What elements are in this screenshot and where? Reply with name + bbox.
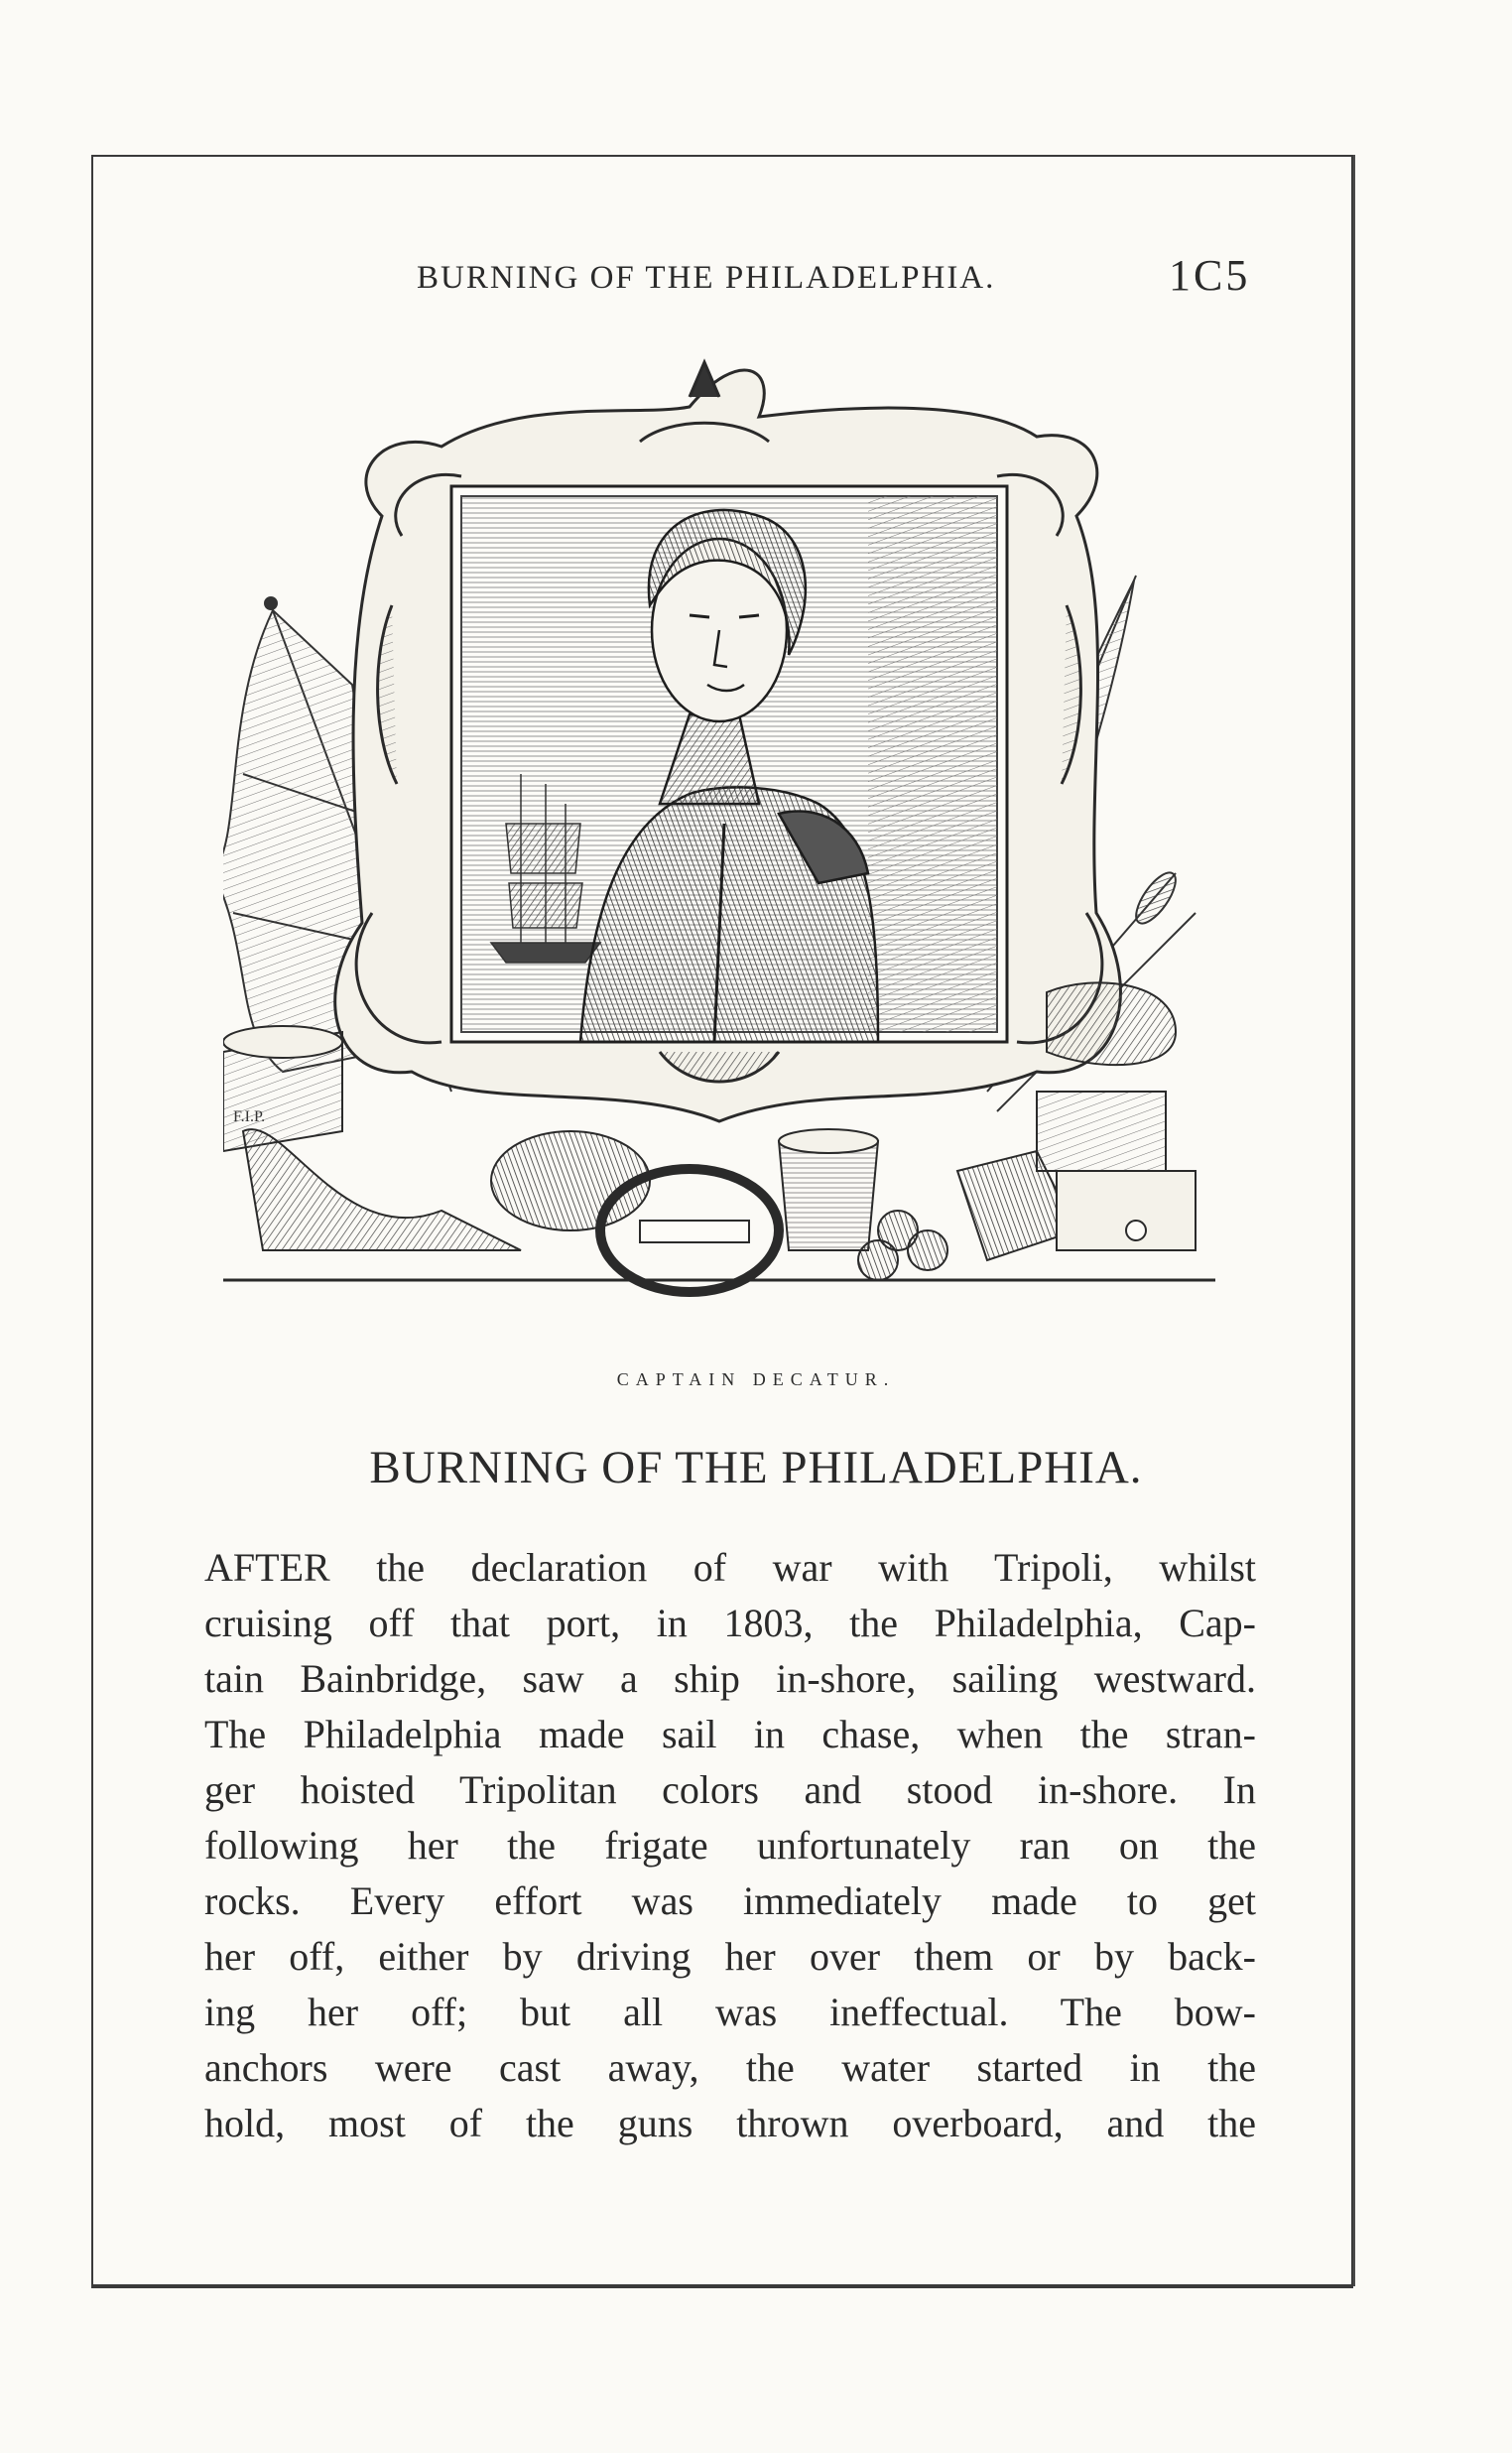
chapter-title: BURNING OF THE PHILADELPHIA.	[369, 1442, 1143, 1493]
illustration-caption: CAPTAIN DECATUR.	[616, 1369, 896, 1389]
body-text	[204, 1540, 1256, 2151]
text-line: ger hoisted Tripolitan colors and stood in-shore. In	[204, 1767, 1256, 1812]
text-line: her off, either by driving her over them or by back-	[204, 1934, 1256, 1979]
text-line: ing her off; but all was ineffectual. The bow-	[204, 1990, 1256, 2034]
text-line: rocks. Every effort was immediately made to get	[204, 1878, 1256, 1923]
text-line: AFTER the declaration of war with Tripoli, whilst	[204, 1545, 1256, 1590]
engraver-mark: F.I.P.	[233, 1108, 266, 1125]
text-line: anchors were cast away, the water started in the	[204, 2045, 1256, 2090]
text-line: following her the frigate unfortunately ran on the	[204, 1823, 1256, 1868]
portrait-panel	[451, 486, 1007, 1042]
text-line: tain Bainbridge, saw a ship in-shore, sailing westward.	[204, 1656, 1256, 1701]
captain-decatur-engraving	[223, 357, 1225, 1350]
page-number: 1C5	[1169, 251, 1251, 300]
text-line: The Philadelphia made sail in chase, when the stran-	[204, 1712, 1256, 1756]
running-head: BURNING OF THE PHILADELPHIA.	[417, 260, 996, 296]
text-line: cruising off that port, in 1803, the Philadelphia, Cap-	[204, 1601, 1256, 1645]
text-line: hold, most of the guns thrown overboard, and the	[204, 2101, 1256, 2145]
